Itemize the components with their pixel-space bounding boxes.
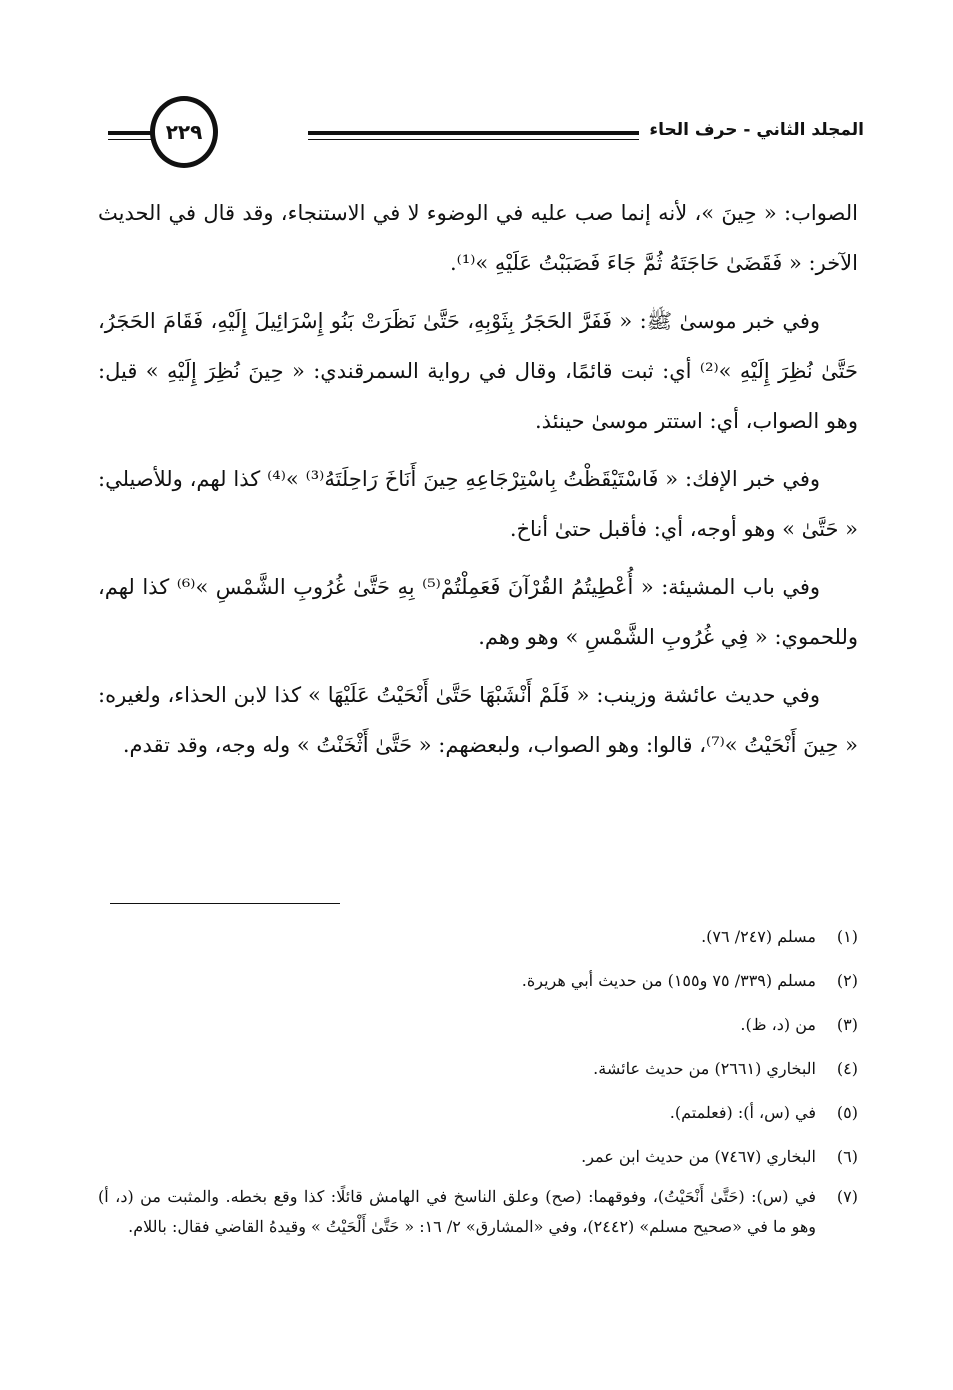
- footnote-number: (١): [836, 927, 858, 946]
- footnote: [98, 922, 858, 952]
- paragraph-3: وفي خبر الإفك: « فَاسْتَيْقَظْتُ بِاسْتِرْجَاعِهِ حِينَ أَنَاخَ رَاحِلَتَهُ⁽³⁾ »⁽⁴⁾ كذا لهم، وللأصيلي: « حَتَّىٰ » وهو أوجه، أي: فأقبل حتىٰ أناخ.: [98, 467, 858, 541]
- footnote: [98, 966, 858, 996]
- footnote-number: (٣): [836, 1015, 858, 1034]
- footnote-number: (٦): [836, 1147, 858, 1166]
- footnote: [98, 1182, 858, 1242]
- footnote-text: البخاري (٢٦٦١) من حديث عائشة.: [593, 1059, 816, 1078]
- footnote: [98, 1098, 858, 1128]
- footnote-number: (٧): [836, 1187, 858, 1206]
- header-rule-left-thin: [108, 139, 152, 140]
- footnote: [98, 1054, 858, 1084]
- footnote-separator: [110, 903, 340, 904]
- paragraph-4: وفي باب المشيئة: « أُعْطِيتُمُ القُرْآنَ فَعَمِلْتُمْ⁽⁵⁾ بِهِ حَتَّىٰ غُرُوبِ الشَّمْسِ »⁽⁶⁾ كذا لهم، وللحموي: « فِي غُرُوبِ الشَّمْسِ » وهو وهم.: [98, 575, 858, 649]
- main-text: [98, 188, 858, 778]
- page-number: ٢٢٩: [150, 96, 218, 168]
- page-header: [108, 88, 868, 178]
- paragraph-5: وفي حديث عائشة وزينب: « فَلَمْ أَنْشَبْهَا حَتَّىٰ أَنْحَيْتُ عَلَيْهَا » كذا لابن الحذاء، ولغيره: « حِينَ أَنْحَيْتُ »⁽⁷⁾، قالوا: وهو الصواب، ولبعضهم: « حَتَّىٰ أَثْخَنْتُ » وله وجه، وقد تقدم.: [98, 683, 858, 757]
- footnote-text: من (د، ظ).: [740, 1015, 816, 1034]
- footnote-number: (٤): [836, 1059, 858, 1078]
- footnote-text: في (س): (حَتَّىٰ أَنْحَيْتُ)، وفوقهما: (صح) وعلق الناسخ في الهامش قائلًا: كذا وقع بخطه. والمثبت من (د، أ) وهو ما في «صحيح مسلم» (٢٤٤٢)، وفي «المشارق» ٢/ ١٦: « حَتَّىٰ أَلْحَيْتُ » وقيدهُ القاضي فقال: باللام.: [98, 1187, 816, 1236]
- footnote-number: (٢): [836, 971, 858, 990]
- running-title: المجلد الثاني - حرف الحاء: [639, 120, 868, 140]
- paragraph-1: الصواب: « حِينَ »، لأنه إنما صب عليه في الوضوء لا في الاستنجاء، وقد قال في الحديث الآخر: « فَقَضَىٰ حَاجَتَهُ ثُمَّ جَاءَ فَصَبَبْتُ عَلَيْهِ »⁽¹⁾.: [98, 201, 858, 275]
- footnote: [98, 1010, 858, 1040]
- footnote-text: مسلم (٢٤٧/ ٧٦).: [701, 927, 816, 946]
- header-rule-left: [108, 131, 152, 135]
- footnote-text: مسلم (٣٣٩/ ٧٥ و١٥٥) من حديث أبي هريرة.: [521, 971, 816, 990]
- footnote-text: البخاري (٧٤٦٧) من حديث ابن عمر.: [581, 1147, 816, 1166]
- paragraph-2: وفي خبر موسىٰ ﷺ: « فَفَرَّ الحَجَرُ بِثَوْبِهِ، حَتَّىٰ نَظَرَتْ بَنُو إِسْرَائِيلَ إِلَيْهِ، فَقَامَ الحَجَرُ، حَتَّىٰ نُظِرَ إِلَيْهِ »⁽²⁾ أي: ثبت قائمًا، وقال في رواية السمرقندي: « حِينَ نُظِرَ إِلَيْهِ » قيل: وهو الصواب، أي: استتر موسىٰ حينئذ.: [98, 309, 858, 433]
- footnote: [98, 1142, 858, 1172]
- footnotes: [98, 922, 858, 1256]
- footnote-number: (٥): [836, 1103, 858, 1122]
- footnote-text: في (س، أ): (فعلمتم).: [669, 1103, 816, 1122]
